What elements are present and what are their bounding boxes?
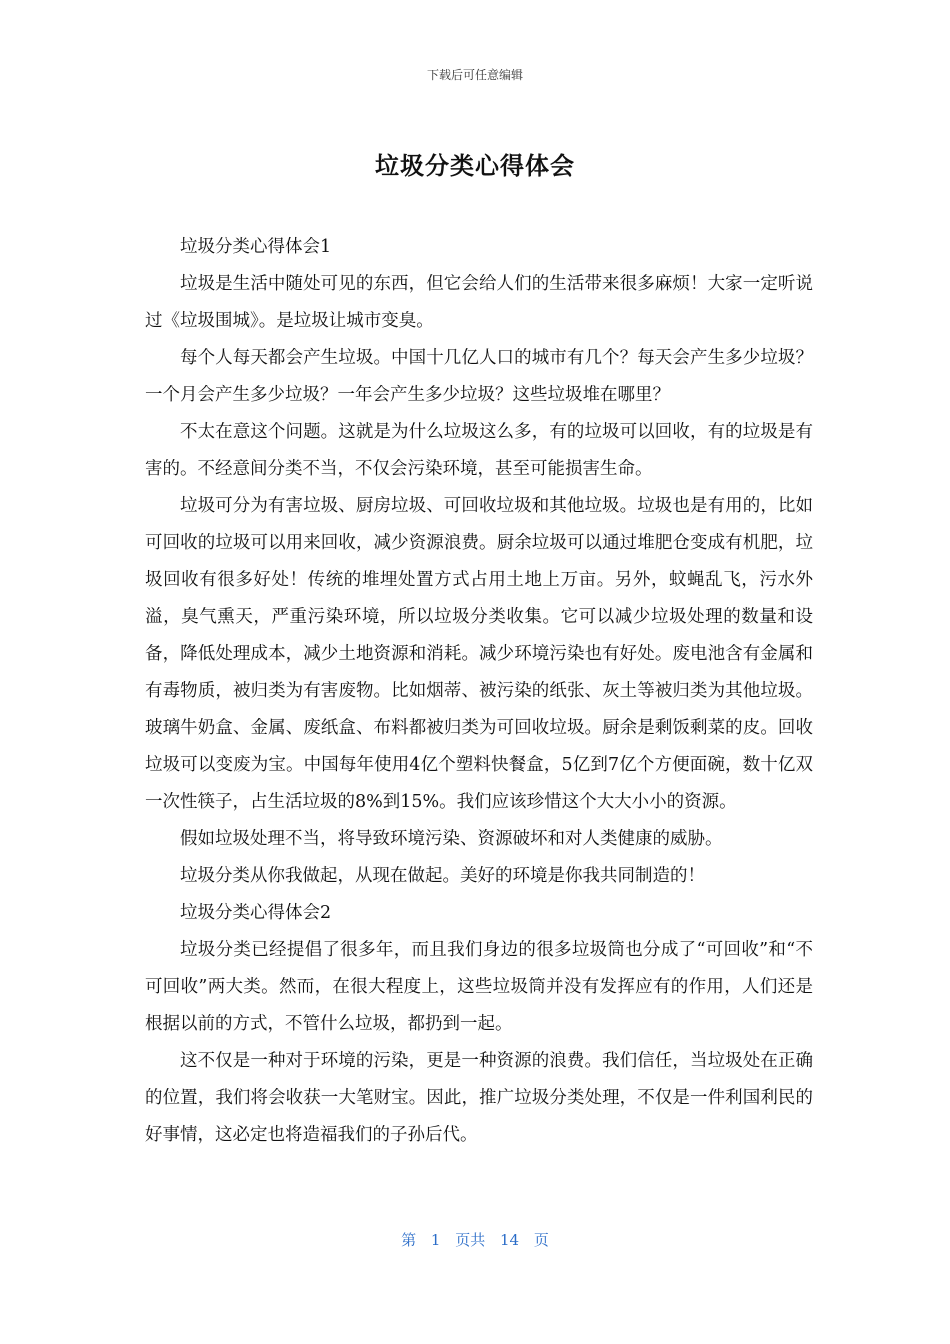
paragraph: 这不仅是一种对于环境的污染，更是一种资源的浪费。我们信任，当垃圾处在正确的位置，我们将会收获一大笔财宝。因此，推广垃圾分类处理，不仅是一件利国利民的好事情，这必定也将造福我们的子孙后代。 xyxy=(145,1051,813,1145)
paragraph: 不太在意这个问题。这就是为什么垃圾这么多，有的垃圾可以回收，有的垃圾是有害的。不经意间分类不当，不仅会污染环境，甚至可能损害生命。 xyxy=(145,422,813,479)
paragraph: 垃圾是生活中随处可见的东西，但它会给人们的生活带来很多麻烦！大家一定听说过《垃圾围城》。是垃圾让城市变臭。 xyxy=(145,274,813,331)
page-footer: 第 1 页共 14 页 xyxy=(401,1231,549,1249)
paragraph: 每个人每天都会产生垃圾。中国十几亿人口的城市有几个？每天会产生多少垃圾？一个月会产生多少垃圾？一年会产生多少垃圾？这些垃圾堆在哪里？ xyxy=(145,348,813,405)
paragraph: 垃圾分类已经提倡了很多年，而且我们身边的很多垃圾筒也分成了“可回收”和“不可回收”两大类。然而，在很大程度上，这些垃圾筒并没有发挥应有的作用，人们还是根据以前的方式，不管什么垃圾，都扔到一起。 xyxy=(145,940,813,1034)
paragraph: 假如垃圾处理不当，将导致环境污染、资源破坏和对人类健康的威胁。 xyxy=(180,829,723,849)
document-body xyxy=(145,229,813,1154)
paragraph: 垃圾可分为有害垃圾、厨房垃圾、可回收垃圾和其他垃圾。垃圾也是有用的，比如可回收的垃圾可以用来回收，减少资源浪费。厨余垃圾可以通过堆肥仓变成有机肥，垃圾回收有很多好处！传统的堆埋处置方式占用土地上万亩。另外，蚊蝇乱飞，污水外溢，臭气熏天，严重污染环境，所以垃圾分类收集。它可以减少垃圾处理的数量和设备，降低处理成本，减少土地资源和消耗。减少环境污染也有好处。废电池含有金属和有毒物质，被归类为有害废物。比如烟蒂、被污染的纸张、灰土等被归类为其他垃圾。玻璃牛奶盒、金属、废纸盒、布料都被归类为可回收垃圾。厨余是剩饭剩菜的皮。回收垃圾可以变废为宝。中国每年使用4亿个塑料快餐盒，5亿到7亿个方便面碗，数十亿双一次性筷子，占生活垃圾的8%到15%。我们应该珍惜这个大大小小的资源。 xyxy=(145,496,813,812)
header-note: 下载后可任意编辑 xyxy=(426,68,523,82)
document-title: 垃圾分类心得体会 xyxy=(375,152,575,180)
section-heading-2: 垃圾分类心得体会2 xyxy=(180,903,332,923)
section-heading-1: 垃圾分类心得体会1 xyxy=(180,237,332,257)
paragraph: 垃圾分类从你我做起，从现在做起。美好的环境是你我共同制造的！ xyxy=(180,866,705,886)
